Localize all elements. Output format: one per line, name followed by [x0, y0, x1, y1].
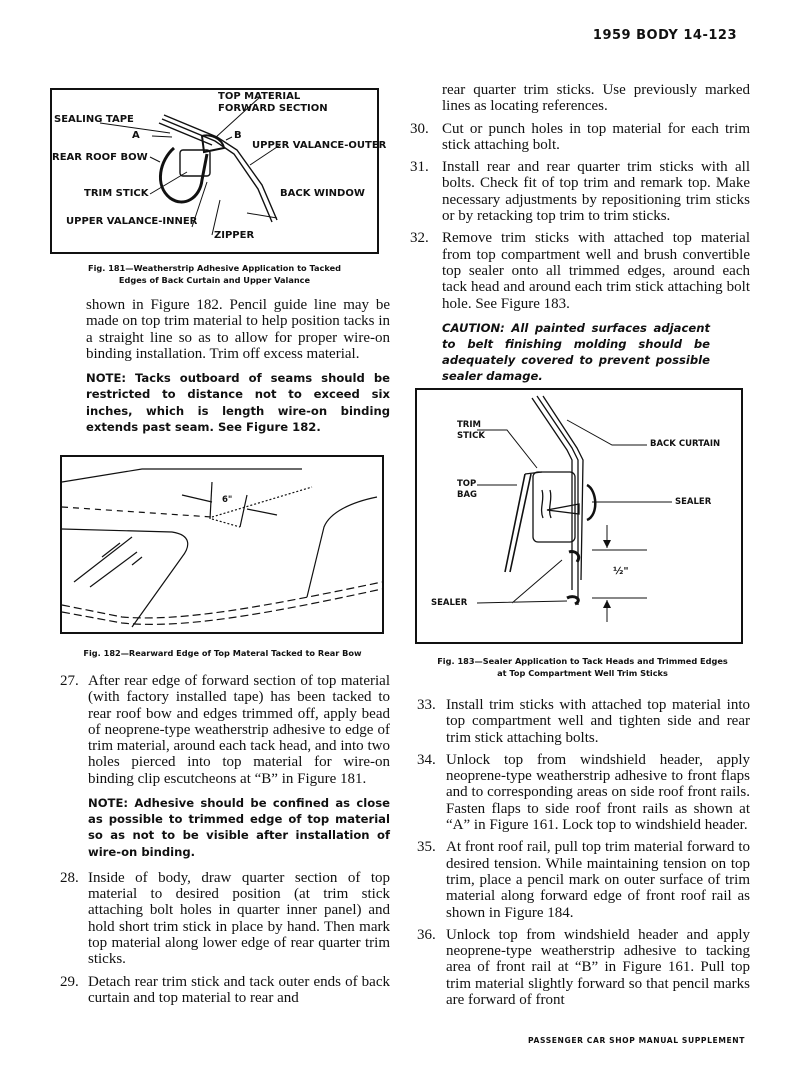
label-back-curtain: BACK CURTAIN — [650, 439, 721, 449]
note-adhesive: NOTE: Adhesive should be confined as close as possible to trimmed edge of top material so as not to be visible after installation of wire-on binding. — [88, 796, 390, 859]
label-sealer-bottom: SEALER — [431, 598, 468, 608]
label-back-window: BACK WINDOW — [280, 188, 365, 199]
step-30 — [410, 121, 750, 154]
fig181-caption-line2: Edges of Back Curtain and Upper Valance — [118, 275, 311, 285]
label-trim: TRIM — [457, 420, 481, 430]
left-column-top — [52, 297, 390, 435]
figure-181 — [50, 88, 387, 254]
label-b: B — [234, 130, 242, 141]
continuation-paragraph: rear quarter trim sticks. Use previously marked lines as locating references. — [442, 82, 750, 115]
page-header: 1959 BODY 14-123 — [592, 28, 737, 43]
step-27 — [52, 673, 390, 787]
step-32 — [410, 230, 750, 311]
label-top-material-2: FORWARD SECTION — [218, 103, 328, 114]
label-zipper: ZIPPER — [214, 230, 255, 241]
step-text: Remove trim sticks with attached top material from top compartment well and brush convertible top sealer onto all trimmed edges, around each tack head and around each trim stick attaching bolt hole. See Figure 183. — [442, 230, 750, 312]
fig183-caption-line1: Fig. 183—Sealer Application to Tack Heads and Trimmed Edges — [437, 656, 728, 666]
step-36 — [410, 927, 750, 1008]
step-text: After rear edge of forward section of top material (with factory installed tape) has been tacked to rear roof bow and edges trimmed off, apply bead of neoprene-type weatherstrip adhesive to edge of trim material, around each tack head, and into two holes pierced into top material for wire-on binding clip escutcheons at “B” in Figure 181. — [88, 673, 390, 787]
fig183-caption — [420, 655, 745, 679]
label-top: TOP — [457, 479, 477, 489]
fig181-caption-line1: Fig. 181—Weatherstrip Adhesive Application to Tacked — [88, 263, 341, 273]
fig183-caption-line2: at Top Compartment Well Trim Sticks — [497, 668, 668, 678]
step-34 — [410, 752, 750, 833]
left-column-steps — [52, 673, 390, 1012]
step-number: 32. — [410, 230, 429, 247]
label-sealing-tape: SEALING TAPE — [54, 114, 134, 125]
intro-paragraph: shown in Figure 182. Pencil guide line may be made on top trim material to help position tacks in a straight line so as to allow for proper wire-on binding installation. Trim off excess material. — [86, 297, 390, 362]
label-sealer-right: SEALER — [675, 497, 712, 507]
step-28 — [52, 870, 390, 968]
label-rear-roof-bow: REAR ROOF BOW — [52, 152, 148, 163]
fig182-drawing — [62, 457, 382, 632]
caution-note: CAUTION: All painted surfaces adjacent to belt finishing molding should be adequately covered to prevent possible sealer damage. — [442, 320, 710, 384]
step-number: 33. — [417, 697, 436, 713]
step-text: Detach rear trim stick and tack outer ends of back curtain and top material to rear and — [88, 973, 390, 1006]
label-bag: BAG — [457, 490, 478, 500]
label-upper-valance-inner: UPPER VALANCE-INNER — [66, 216, 198, 227]
step-33 — [410, 697, 750, 746]
step-number: 31. — [410, 159, 429, 176]
right-column-steps — [410, 697, 750, 1014]
label-six-inch: 6" — [222, 495, 233, 505]
figure-182 — [60, 455, 384, 634]
step-number: 34. — [417, 751, 436, 768]
step-text: Cut or punch holes in top material for each trim stick attaching bolt. — [442, 120, 750, 153]
step-text: Install trim sticks with attached top material into top compartment well and tighten side and rear trim stick attaching bolts. — [446, 697, 750, 746]
step-number: 36. — [417, 926, 436, 943]
step-29 — [52, 974, 390, 1007]
step-number: 30. — [410, 120, 429, 137]
label-half-inch: ½" — [613, 566, 629, 577]
label-stick: STICK — [457, 431, 485, 441]
step-text: Inside of body, draw quarter section of top material to desired position (at trim stick attaching bolt holes in quarter inner panel) and hold short trim stick in place by hand. Then mark top material along lower edge of rear quarter trim sticks. — [88, 869, 390, 968]
step-31 — [410, 159, 750, 224]
fig181-caption — [52, 262, 377, 286]
label-top-material-1: TOP MATERIAL — [218, 91, 301, 102]
step-text: Unlock top from windshield header and apply neoprene-type weatherstrip adhesive to tacking area of front rail at “B” in Figure 161. Pull top trim material slightly forward so that pencil marks are forward of front — [446, 926, 750, 1009]
step-text: Unlock top from windshield header, apply neoprene-type weatherstrip adhesive to front flaps and to corresponding areas on side roof front rails. Fasten flaps to side roof front rails as shown at “A” in Figure 161. Lock top to windshield header. — [446, 751, 750, 834]
note-tacks-outboard: NOTE: Tacks outboard of seams should be restricted to distance not to exceed six inches, which is length wire-on binding extends past seam. See Figure 182. — [86, 371, 390, 434]
step-text: Install rear and rear quarter trim sticks with all bolts. Check fit of top trim and remark top. Make necessary adjustments by repositioning trim sticks or by retacking top trim to trim sticks. — [442, 159, 750, 225]
label-trim-stick: TRIM STICK — [84, 188, 149, 199]
step-number: 28. — [60, 869, 79, 886]
step-number: 27. — [60, 673, 79, 689]
right-column-top — [410, 82, 750, 385]
fig182-caption: Fig. 182—Rearward Edge of Top Materal Tacked to Rear Bow — [83, 648, 362, 658]
page-footer: PASSENGER CAR SHOP MANUAL SUPPLEMENT — [528, 1036, 745, 1045]
label-a: A — [132, 130, 140, 141]
label-upper-valance-outer: UPPER VALANCE-OUTER — [252, 140, 387, 151]
step-text: At front roof rail, pull top trim material forward to desired tension. While maintaining tension on top trim, place a pencil mark on outer surface of trim material along forward edge of front roof rail as shown in Figure 184. — [446, 839, 750, 921]
figure-183 — [415, 388, 743, 644]
step-35 — [410, 839, 750, 920]
step-number: 29. — [60, 973, 79, 990]
step-number: 35. — [417, 839, 436, 856]
